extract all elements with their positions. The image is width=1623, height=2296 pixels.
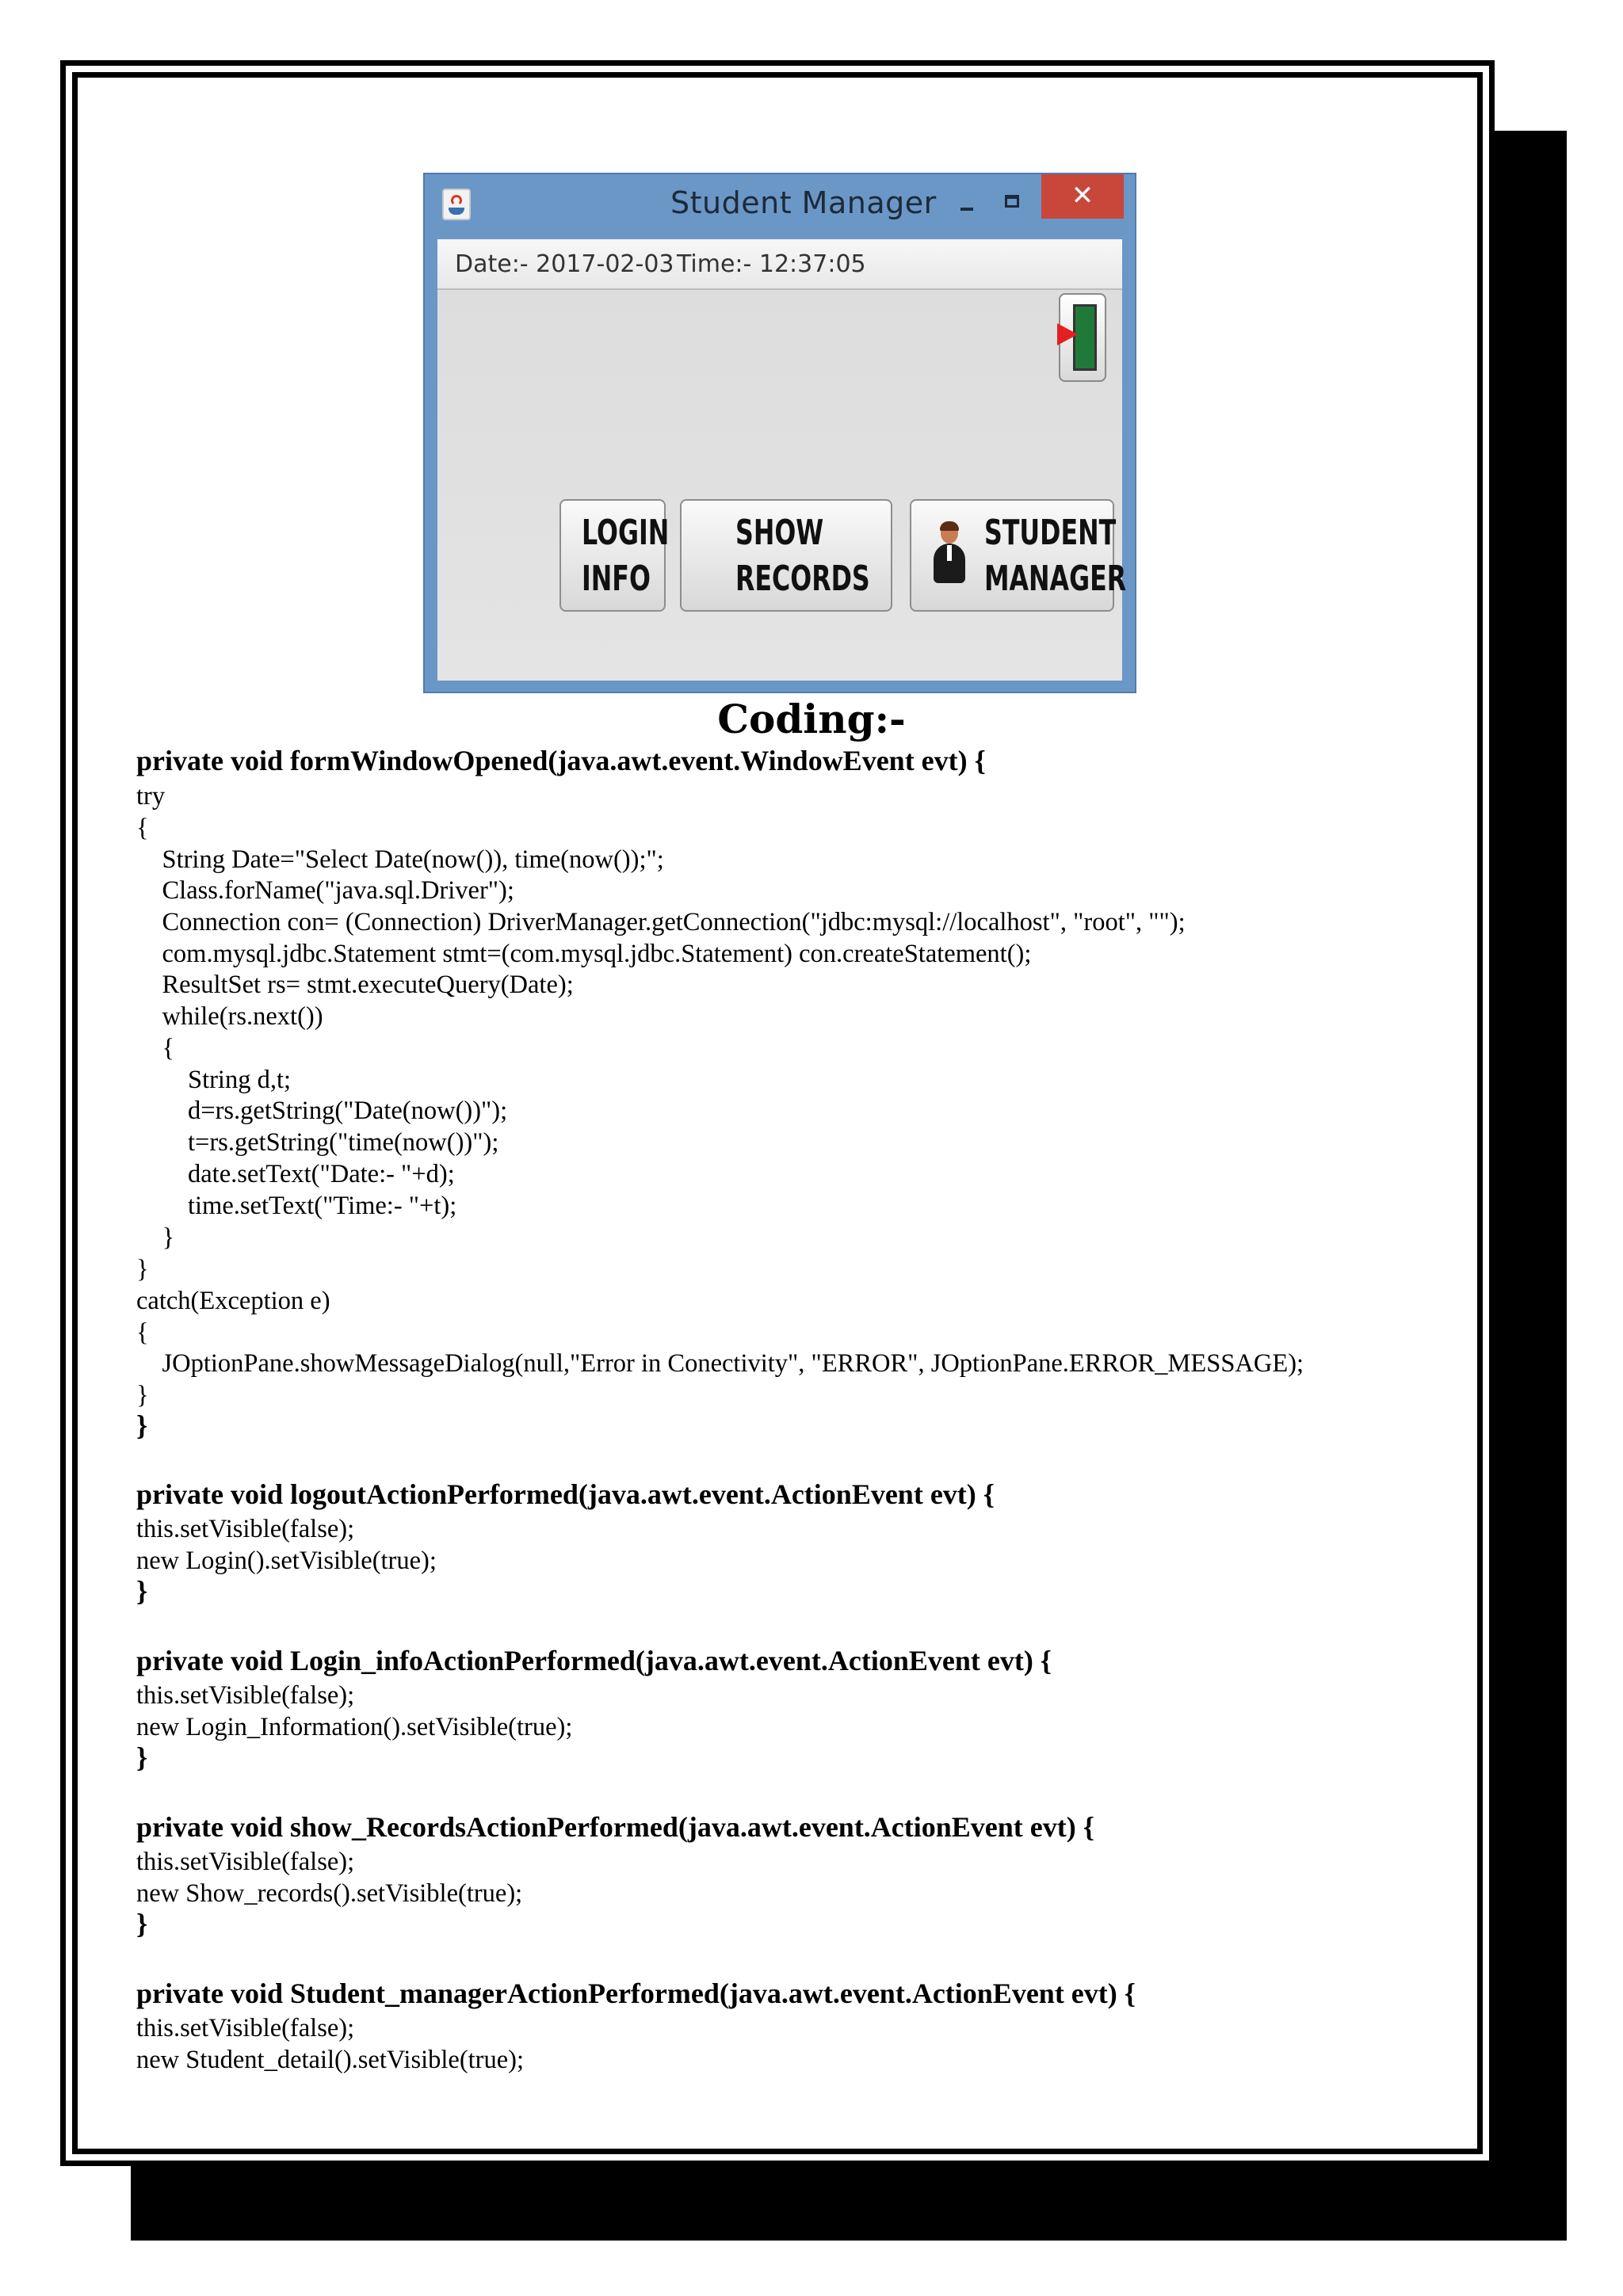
code-line: new Student_detail().setVisible(true); — [136, 2046, 525, 2074]
code-line: } — [136, 1409, 148, 1441]
code-line: catch(Exception e) — [136, 1287, 330, 1315]
code-line: com.mysql.jdbc.Statement stmt=(com.mysql.jdbc.Statement) con.createStatement(); — [136, 940, 1032, 968]
student-manager-button[interactable] — [910, 499, 1127, 612]
code-line: this.setVisible(false); — [136, 1515, 355, 1543]
code-line: Class.forName("java.sql.Driver"); — [136, 876, 514, 905]
code-line: new Show_records().setVisible(true); — [136, 1879, 523, 1908]
code-line: new Login_Information().setVisible(true); — [136, 1713, 573, 1741]
code-line: { — [136, 1318, 149, 1347]
show-records-button[interactable] — [680, 499, 892, 612]
code-line: } — [136, 1255, 149, 1283]
code-line: t=rs.getString("time(now())"); — [136, 1128, 499, 1157]
login-info-label: LOGIN INFO — [582, 513, 670, 599]
code-line: private void Login_infoActionPerformed(java.awt.event.ActionEvent evt) { — [136, 1645, 1052, 1676]
code-line: String d,t; — [136, 1066, 292, 1094]
student-manager-label: STUDENT MANAGER — [984, 513, 1127, 599]
date-label: Date:- 2017-02-03 — [455, 250, 674, 278]
date-time-bar — [437, 239, 1122, 290]
code-line: new Login().setVisible(true); — [136, 1547, 437, 1575]
show-records-label: SHOW RECORDS — [735, 513, 870, 599]
code-line: private void show_RecordsActionPerformed(java.awt.event.ActionEvent evt) { — [136, 1811, 1094, 1843]
code-line: { — [136, 1034, 175, 1062]
code-line: JOptionPane.showMessageDialog(null,"Error in Conectivity", "ERROR", JOptionPane.ERROR_MESSAGE); — [136, 1349, 1304, 1378]
code-line: } — [136, 1575, 148, 1607]
window-titlebar — [425, 174, 1135, 239]
code-line: d=rs.getString("Date(now())"); — [136, 1097, 508, 1125]
code-line: Connection con= (Connection) DriverManager.getConnection("jdbc:mysql://localhost", "root", ""); — [136, 908, 1186, 936]
code-line: this.setVisible(false); — [136, 1681, 355, 1710]
logout-button[interactable] — [1059, 293, 1106, 382]
code-line: time.setText("Time:- "+t); — [136, 1192, 457, 1220]
user-icon — [934, 523, 965, 583]
code-line: try — [136, 782, 166, 810]
maximize-button[interactable] — [997, 190, 1029, 222]
code-line: this.setVisible(false); — [136, 2014, 355, 2042]
java-cup-icon — [442, 189, 471, 220]
time-label: Time:- 12:37:05 — [677, 250, 866, 278]
code-line: this.setVisible(false); — [136, 1848, 355, 1876]
window-title: Student Manager — [670, 185, 937, 220]
code-line: } — [136, 1908, 148, 1939]
code-line: private void logoutActionPerformed(java.awt.event.ActionEvent evt) { — [136, 1478, 995, 1510]
code-line: } — [136, 1223, 175, 1252]
student-manager-window — [423, 173, 1136, 693]
code-line: } — [136, 1741, 148, 1773]
code-line: { — [136, 814, 149, 842]
code-line: private void formWindowOpened(java.awt.event.WindowEvent evt) { — [136, 745, 986, 776]
code-line: String Date="Select Date(now()), time(now());"; — [136, 845, 664, 874]
code-line: date.setText("Date:- "+d); — [136, 1160, 455, 1188]
code-line: while(rs.next()) — [136, 1002, 323, 1031]
content-pane — [437, 239, 1127, 681]
login-info-button[interactable] — [559, 499, 670, 612]
code-line: ResultSet rs= stmt.executeQuery(Date); — [136, 971, 574, 999]
exit-arrow-icon — [1057, 323, 1078, 345]
coding-heading: Coding:- — [717, 696, 906, 742]
code-line: } — [136, 1381, 149, 1409]
minimize-button[interactable] — [951, 190, 983, 222]
close-button[interactable]: ✕ — [1041, 174, 1124, 219]
code-line: private void Student_managerActionPerformed(java.awt.event.ActionEvent evt) { — [136, 1978, 1136, 2009]
